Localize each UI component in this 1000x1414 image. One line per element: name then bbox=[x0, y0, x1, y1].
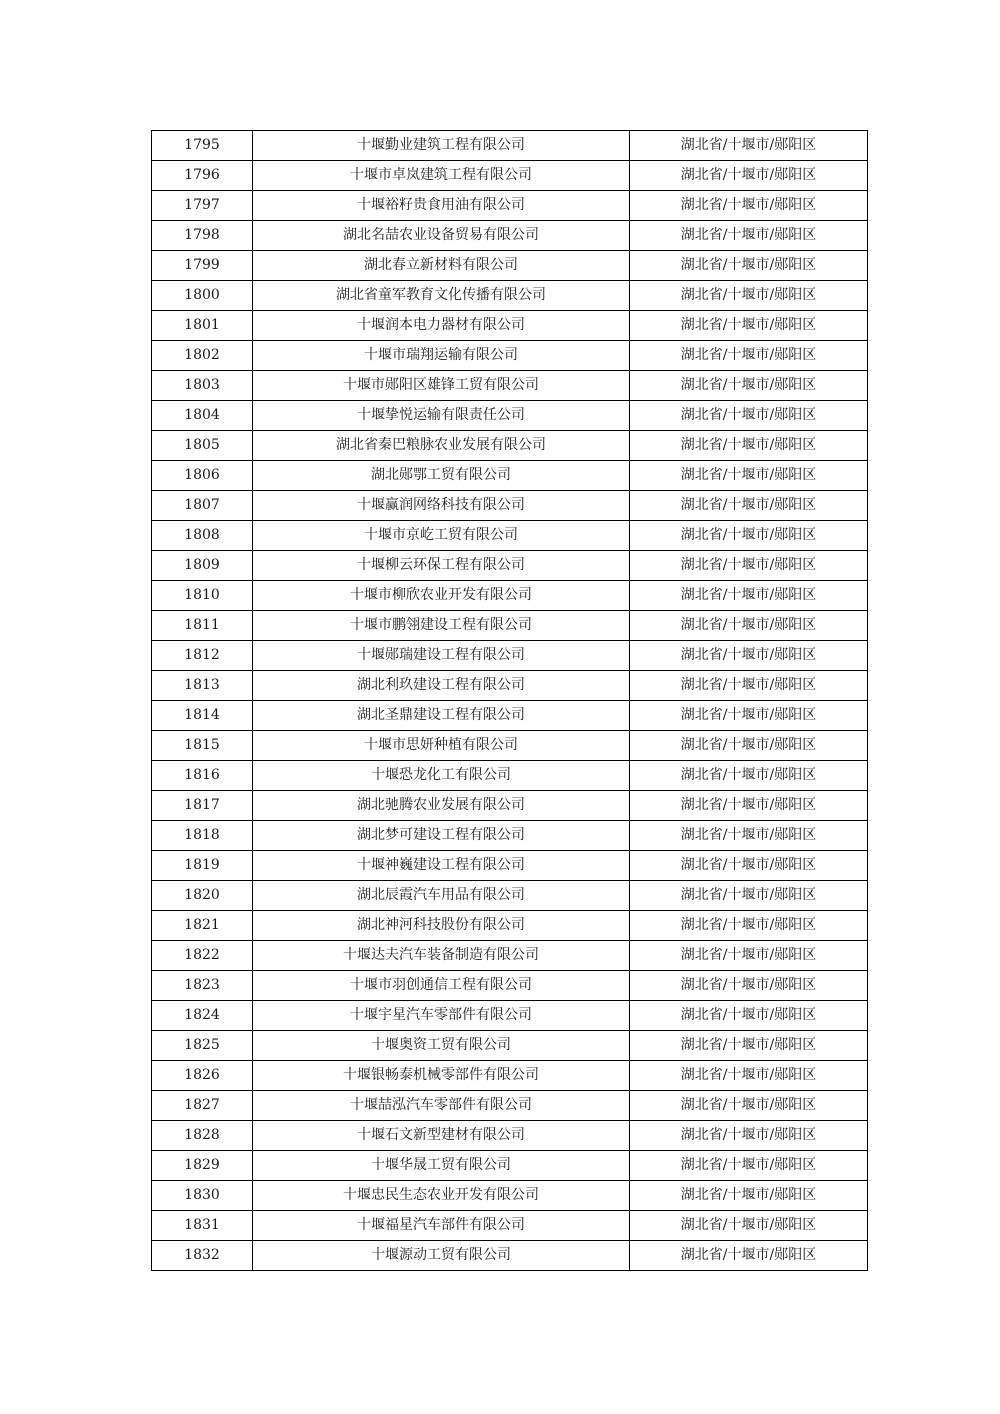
table-row bbox=[152, 941, 868, 971]
table-row bbox=[152, 971, 868, 1001]
company-name-cell: 十堰市郧阳区雄锋工贸有限公司 bbox=[253, 371, 630, 401]
company-name-cell: 十堰源动工贸有限公司 bbox=[253, 1241, 630, 1271]
region-cell: 湖北省/十堰市/郧阳区 bbox=[630, 431, 868, 461]
table-row bbox=[152, 221, 868, 251]
region-cell: 湖北省/十堰市/郧阳区 bbox=[630, 1211, 868, 1241]
company-name-cell: 十堰达夫汽车装备制造有限公司 bbox=[253, 941, 630, 971]
row-number-cell: 1796 bbox=[152, 161, 253, 191]
row-number-cell: 1813 bbox=[152, 671, 253, 701]
company-name-cell: 十堰石文新型建材有限公司 bbox=[253, 1121, 630, 1151]
table-row bbox=[152, 791, 868, 821]
company-name-cell: 十堰市瑞翔运输有限公司 bbox=[253, 341, 630, 371]
region-cell: 湖北省/十堰市/郧阳区 bbox=[630, 371, 868, 401]
table-row bbox=[152, 1241, 868, 1271]
table-row bbox=[152, 1121, 868, 1151]
row-number-cell: 1814 bbox=[152, 701, 253, 731]
company-name-cell: 十堰福星汽车部件有限公司 bbox=[253, 1211, 630, 1241]
region-cell: 湖北省/十堰市/郧阳区 bbox=[630, 1151, 868, 1181]
table-row bbox=[152, 701, 868, 731]
region-cell: 湖北省/十堰市/郧阳区 bbox=[630, 881, 868, 911]
table-row bbox=[152, 851, 868, 881]
company-name-cell: 湖北省秦巴粮脉农业发展有限公司 bbox=[253, 431, 630, 461]
row-number-cell: 1825 bbox=[152, 1031, 253, 1061]
row-number-cell: 1821 bbox=[152, 911, 253, 941]
row-number-cell: 1801 bbox=[152, 311, 253, 341]
company-name-cell: 十堰裕籽贵食用油有限公司 bbox=[253, 191, 630, 221]
table-row bbox=[152, 1031, 868, 1061]
region-cell: 湖北省/十堰市/郧阳区 bbox=[630, 491, 868, 521]
table-row bbox=[152, 611, 868, 641]
row-number-cell: 1809 bbox=[152, 551, 253, 581]
row-number-cell: 1817 bbox=[152, 791, 253, 821]
row-number-cell: 1815 bbox=[152, 731, 253, 761]
region-cell: 湖北省/十堰市/郧阳区 bbox=[630, 761, 868, 791]
region-cell: 湖北省/十堰市/郧阳区 bbox=[630, 971, 868, 1001]
row-number-cell: 1828 bbox=[152, 1121, 253, 1151]
region-cell: 湖北省/十堰市/郧阳区 bbox=[630, 401, 868, 431]
company-name-cell: 湖北省童军教育文化传播有限公司 bbox=[253, 281, 630, 311]
region-cell: 湖北省/十堰市/郧阳区 bbox=[630, 131, 868, 161]
region-cell: 湖北省/十堰市/郧阳区 bbox=[630, 161, 868, 191]
table-row bbox=[152, 461, 868, 491]
company-name-cell: 湖北名喆农业设备贸易有限公司 bbox=[253, 221, 630, 251]
region-cell: 湖北省/十堰市/郧阳区 bbox=[630, 521, 868, 551]
company-name-cell: 湖北神河科技股份有限公司 bbox=[253, 911, 630, 941]
row-number-cell: 1831 bbox=[152, 1211, 253, 1241]
table-row bbox=[152, 1091, 868, 1121]
table-row bbox=[152, 641, 868, 671]
region-cell: 湖北省/十堰市/郧阳区 bbox=[630, 311, 868, 341]
region-cell: 湖北省/十堰市/郧阳区 bbox=[630, 911, 868, 941]
company-name-cell: 十堰市京屹工贸有限公司 bbox=[253, 521, 630, 551]
row-number-cell: 1800 bbox=[152, 281, 253, 311]
row-number-cell: 1804 bbox=[152, 401, 253, 431]
company-name-cell: 十堰润本电力器材有限公司 bbox=[253, 311, 630, 341]
region-cell: 湖北省/十堰市/郧阳区 bbox=[630, 341, 868, 371]
row-number-cell: 1811 bbox=[152, 611, 253, 641]
company-name-cell: 十堰市鹏翎建设工程有限公司 bbox=[253, 611, 630, 641]
company-name-cell: 湖北春立新材料有限公司 bbox=[253, 251, 630, 281]
region-cell: 湖北省/十堰市/郧阳区 bbox=[630, 641, 868, 671]
table-row bbox=[152, 671, 868, 701]
row-number-cell: 1810 bbox=[152, 581, 253, 611]
company-name-cell: 十堰市柳欣农业开发有限公司 bbox=[253, 581, 630, 611]
region-cell: 湖北省/十堰市/郧阳区 bbox=[630, 221, 868, 251]
row-number-cell: 1820 bbox=[152, 881, 253, 911]
region-cell: 湖北省/十堰市/郧阳区 bbox=[630, 581, 868, 611]
table-row bbox=[152, 161, 868, 191]
row-number-cell: 1798 bbox=[152, 221, 253, 251]
table-row bbox=[152, 401, 868, 431]
company-name-cell: 湖北利玖建设工程有限公司 bbox=[253, 671, 630, 701]
company-name-cell: 十堰勤业建筑工程有限公司 bbox=[253, 131, 630, 161]
region-cell: 湖北省/十堰市/郧阳区 bbox=[630, 851, 868, 881]
row-number-cell: 1797 bbox=[152, 191, 253, 221]
company-name-cell: 十堰恐龙化工有限公司 bbox=[253, 761, 630, 791]
region-cell: 湖北省/十堰市/郧阳区 bbox=[630, 1061, 868, 1091]
row-number-cell: 1832 bbox=[152, 1241, 253, 1271]
table-row bbox=[152, 251, 868, 281]
region-cell: 湖北省/十堰市/郧阳区 bbox=[630, 701, 868, 731]
company-name-cell: 十堰挚悦运输有限责任公司 bbox=[253, 401, 630, 431]
company-name-cell: 十堰神巍建设工程有限公司 bbox=[253, 851, 630, 881]
company-list-body bbox=[152, 131, 868, 1271]
table-row bbox=[152, 371, 868, 401]
table-row bbox=[152, 761, 868, 791]
table-row bbox=[152, 1181, 868, 1211]
region-cell: 湖北省/十堰市/郧阳区 bbox=[630, 1241, 868, 1271]
company-name-cell: 十堰市思妍种植有限公司 bbox=[253, 731, 630, 761]
company-name-cell: 十堰宇星汽车零部件有限公司 bbox=[253, 1001, 630, 1031]
company-name-cell: 十堰赢润网络科技有限公司 bbox=[253, 491, 630, 521]
table-row bbox=[152, 131, 868, 161]
row-number-cell: 1818 bbox=[152, 821, 253, 851]
company-name-cell: 湖北圣鼎建设工程有限公司 bbox=[253, 701, 630, 731]
table-row bbox=[152, 1061, 868, 1091]
region-cell: 湖北省/十堰市/郧阳区 bbox=[630, 1031, 868, 1061]
table-row bbox=[152, 341, 868, 371]
row-number-cell: 1827 bbox=[152, 1091, 253, 1121]
row-number-cell: 1830 bbox=[152, 1181, 253, 1211]
region-cell: 湖北省/十堰市/郧阳区 bbox=[630, 1001, 868, 1031]
table-row bbox=[152, 521, 868, 551]
company-name-cell: 湖北郧鄂工贸有限公司 bbox=[253, 461, 630, 491]
table-row bbox=[152, 581, 868, 611]
region-cell: 湖北省/十堰市/郧阳区 bbox=[630, 281, 868, 311]
region-cell: 湖北省/十堰市/郧阳区 bbox=[630, 731, 868, 761]
region-cell: 湖北省/十堰市/郧阳区 bbox=[630, 791, 868, 821]
company-name-cell: 十堰喆泓汽车零部件有限公司 bbox=[253, 1091, 630, 1121]
row-number-cell: 1806 bbox=[152, 461, 253, 491]
row-number-cell: 1808 bbox=[152, 521, 253, 551]
table-row bbox=[152, 911, 868, 941]
row-number-cell: 1819 bbox=[152, 851, 253, 881]
row-number-cell: 1829 bbox=[152, 1151, 253, 1181]
table-row bbox=[152, 551, 868, 581]
row-number-cell: 1795 bbox=[152, 131, 253, 161]
company-name-cell: 十堰柳云环保工程有限公司 bbox=[253, 551, 630, 581]
row-number-cell: 1802 bbox=[152, 341, 253, 371]
region-cell: 湖北省/十堰市/郧阳区 bbox=[630, 251, 868, 281]
region-cell: 湖北省/十堰市/郧阳区 bbox=[630, 551, 868, 581]
company-name-cell: 十堰华晟工贸有限公司 bbox=[253, 1151, 630, 1181]
table-row bbox=[152, 281, 868, 311]
table-row bbox=[152, 491, 868, 521]
company-name-cell: 十堰郧瑞建设工程有限公司 bbox=[253, 641, 630, 671]
table-row bbox=[152, 881, 868, 911]
row-number-cell: 1812 bbox=[152, 641, 253, 671]
row-number-cell: 1803 bbox=[152, 371, 253, 401]
region-cell: 湖北省/十堰市/郧阳区 bbox=[630, 941, 868, 971]
region-cell: 湖北省/十堰市/郧阳区 bbox=[630, 1121, 868, 1151]
company-name-cell: 十堰市卓岚建筑工程有限公司 bbox=[253, 161, 630, 191]
company-name-cell: 湖北梦可建设工程有限公司 bbox=[253, 821, 630, 851]
table-row bbox=[152, 191, 868, 221]
region-cell: 湖北省/十堰市/郧阳区 bbox=[630, 671, 868, 701]
row-number-cell: 1805 bbox=[152, 431, 253, 461]
company-name-cell: 湖北辰霞汽车用品有限公司 bbox=[253, 881, 630, 911]
company-list-table bbox=[151, 130, 868, 1271]
table-row bbox=[152, 1151, 868, 1181]
region-cell: 湖北省/十堰市/郧阳区 bbox=[630, 611, 868, 641]
company-name-cell: 十堰银畅泰机械零部件有限公司 bbox=[253, 1061, 630, 1091]
row-number-cell: 1822 bbox=[152, 941, 253, 971]
region-cell: 湖北省/十堰市/郧阳区 bbox=[630, 821, 868, 851]
table-row bbox=[152, 1001, 868, 1031]
region-cell: 湖北省/十堰市/郧阳区 bbox=[630, 1181, 868, 1211]
table-row bbox=[152, 731, 868, 761]
table-row bbox=[152, 311, 868, 341]
company-name-cell: 湖北驰腾农业发展有限公司 bbox=[253, 791, 630, 821]
company-name-cell: 十堰忠民生态农业开发有限公司 bbox=[253, 1181, 630, 1211]
row-number-cell: 1807 bbox=[152, 491, 253, 521]
table-row bbox=[152, 821, 868, 851]
row-number-cell: 1799 bbox=[152, 251, 253, 281]
table-row bbox=[152, 431, 868, 461]
region-cell: 湖北省/十堰市/郧阳区 bbox=[630, 191, 868, 221]
region-cell: 湖北省/十堰市/郧阳区 bbox=[630, 1091, 868, 1121]
row-number-cell: 1824 bbox=[152, 1001, 253, 1031]
company-name-cell: 十堰市羽创通信工程有限公司 bbox=[253, 971, 630, 1001]
row-number-cell: 1823 bbox=[152, 971, 253, 1001]
row-number-cell: 1826 bbox=[152, 1061, 253, 1091]
table-row bbox=[152, 1211, 868, 1241]
company-name-cell: 十堰奥资工贸有限公司 bbox=[253, 1031, 630, 1061]
region-cell: 湖北省/十堰市/郧阳区 bbox=[630, 461, 868, 491]
row-number-cell: 1816 bbox=[152, 761, 253, 791]
